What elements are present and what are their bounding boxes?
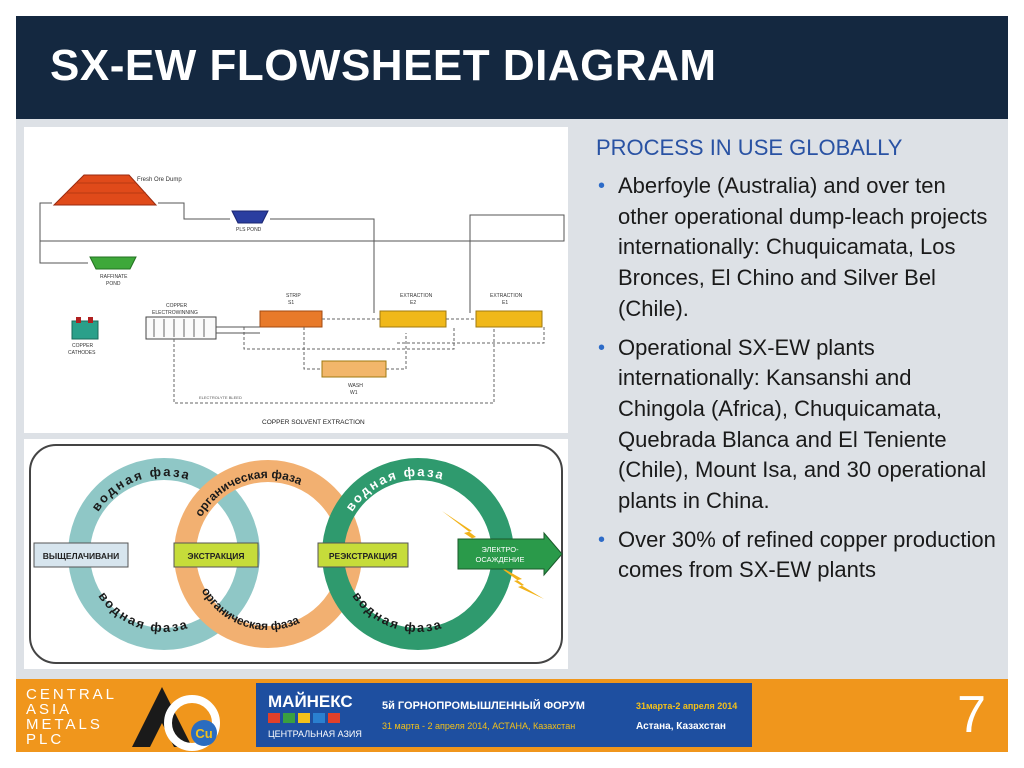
logo-cu-text: Cu — [195, 726, 213, 741]
cathodes-shape — [72, 321, 98, 339]
electro-label-2: ОСАЖДЕНИЕ — [475, 555, 525, 564]
bullet-text: Aberfoyle (Australia) and over ten other operational dump-leach projects internationally: Chuquicamata, Los Bronces, El Chino and Silver Bel (Chile). — [618, 173, 988, 321]
strip-s1-tank — [260, 311, 322, 327]
aqueous-text-bottom-right: водная фаза — [349, 588, 445, 636]
raffinate-label-1: RAFFINATE — [100, 274, 128, 280]
aqueous-text-top-left: водная фаза — [88, 463, 193, 514]
banner-forum: 5й ГОРНОПРОМЫШЛЕННЫЙ ФОРУМ — [382, 700, 585, 712]
extraction-e2-label-2: E2 — [410, 300, 417, 306]
cycle-diagram-svg — [24, 439, 568, 669]
electrowinning-label-2: ELECTROWINNING — [152, 310, 198, 316]
electrowinning-cell — [146, 317, 216, 339]
electro-label-1: ЭЛЕКТРО- — [481, 545, 519, 554]
wash-label-1: WASH — [348, 383, 363, 389]
company-name-line-1: CENTRAL — [26, 686, 118, 703]
banner-brand-sub: ЦЕНТРАЛЬНАЯ АЗИЯ — [268, 729, 362, 739]
flowsheet-caption: COPPER SOLVENT EXTRACTION — [262, 419, 365, 426]
cathodes-label-1: COPPER — [72, 343, 94, 349]
flowsheet-image — [24, 127, 568, 433]
banner-brand: МАЙНЕКС — [268, 692, 353, 711]
company-name — [26, 687, 117, 747]
bullet-icon: • — [598, 336, 606, 359]
raffinate-label-2: POND — [106, 281, 121, 287]
bullet-item — [596, 333, 996, 517]
page-number: 7 — [957, 686, 986, 744]
cathodes-label-2: CATHODES — [68, 350, 96, 356]
fresh-ore-dump-label: Fresh Ore Dump — [137, 177, 182, 183]
slide-title: SX-EW FLOWSHEET DIAGRAM — [50, 41, 717, 90]
banner-right-date: 31марта-2 апреля 2014 — [636, 701, 738, 711]
strip-label-1: STRIP — [286, 293, 301, 299]
extraction-e1-label-1: EXTRACTION — [490, 293, 523, 299]
extraction-e2-label-1: EXTRACTION — [400, 293, 433, 299]
extraction-e1-tank — [476, 311, 542, 327]
bullet-item — [596, 525, 996, 586]
company-name-line-2: ASIA — [26, 701, 73, 718]
leaching-label: ВЫЩЕЛАЧИВАНИ — [42, 551, 120, 561]
aqueous-text-bottom-left: водная фаза — [95, 588, 191, 636]
content-area — [16, 119, 1008, 679]
section-subheading: PROCESS IN USE GLOBALLY — [596, 135, 903, 160]
banner-dates: 31 марта - 2 апреля 2014, АСТАНА, Казахстан — [382, 721, 576, 731]
company-logo-icon — [124, 681, 234, 751]
electrowinning-arrow — [458, 533, 562, 575]
slide-header — [16, 16, 1008, 119]
text-panel — [596, 135, 996, 594]
slide-footer — [16, 679, 1008, 752]
wash-w1-tank — [322, 361, 386, 377]
wash-label-2: W1 — [350, 390, 358, 396]
cycle-diagram-image — [24, 439, 568, 669]
bullet-text: Operational SX-EW plants internationally: Kansanshi and Chingola (Africa), Chuquicamata, Quebrada Blanca and El Teniente (Chile), Mount Isa, and 30 operational plants in China. — [618, 334, 987, 514]
reextraction-label: РЕЭКСТРАКЦИЯ — [328, 551, 398, 561]
bullet-icon: • — [598, 175, 606, 197]
extraction-e1-label-2: E1 — [502, 300, 509, 306]
pls-pond-shape — [232, 211, 268, 223]
raffinate-pond-shape — [90, 257, 136, 269]
electrolyte-bleed-label: ELECTROLYTE BLEED — [199, 395, 242, 400]
extraction-label: ЭКСТРАКЦИЯ — [187, 551, 245, 561]
event-banner — [256, 683, 752, 747]
strip-label-2: S1 — [288, 300, 295, 306]
company-name-line-3: METALS — [26, 716, 103, 733]
company-name-line-4: PLC — [26, 731, 65, 748]
bullet-text: Over 30% of refined copper production comes from SX-EW plants — [618, 526, 996, 583]
bullet-icon: • — [598, 528, 606, 551]
event-banner-svg — [256, 683, 752, 747]
banner-right-city: Астана, Казахстан — [636, 721, 726, 732]
organic-text-bottom: органическая фаза — [198, 584, 302, 634]
bullet-item — [596, 171, 996, 325]
extraction-e2-tank — [380, 311, 446, 327]
pls-pond-label: PLS POND — [236, 227, 262, 233]
organic-text-top: органическая фаза — [191, 466, 305, 519]
aqueous-text-top-right: водная фаза — [342, 463, 447, 514]
electrowinning-label-1: COPPER — [166, 303, 188, 309]
bullet-list — [596, 171, 996, 586]
flowsheet-svg — [24, 127, 568, 433]
